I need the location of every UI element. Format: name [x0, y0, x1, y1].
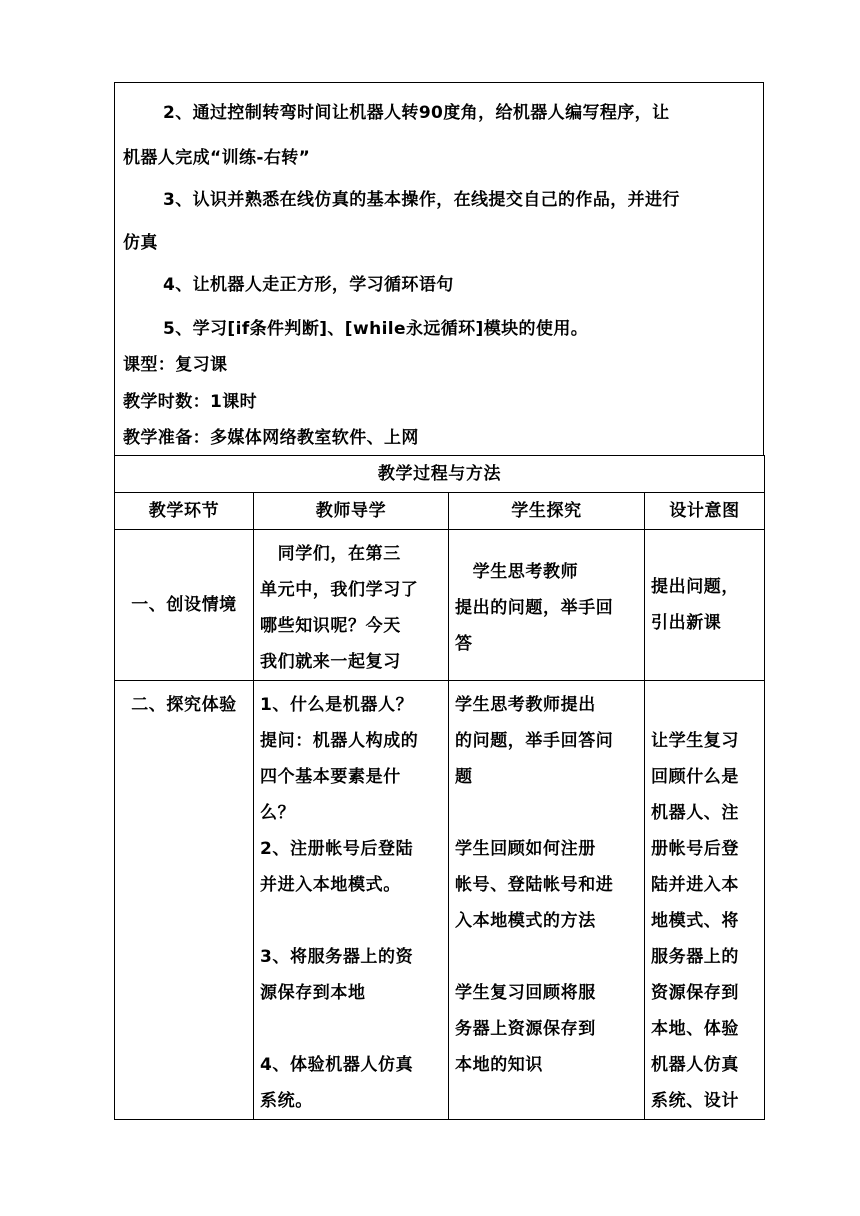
- stage-cell: 一、创设情境: [115, 530, 254, 681]
- cell-line: 题: [455, 767, 473, 787]
- cell-line: [260, 1011, 442, 1047]
- intent-cell: [645, 681, 765, 1120]
- teaching-preparation: 教学准备：多媒体网络教室软件、上网: [123, 428, 419, 448]
- cell-line: 回顾什么是: [651, 767, 739, 787]
- cell-line: 1、什么是机器人？: [260, 695, 414, 715]
- cell-line: 学生思考教师提出: [455, 695, 596, 715]
- intent-cell: [645, 530, 765, 681]
- cell-line: 让学生复习: [651, 731, 739, 751]
- cell-line: 四个基本要素是什: [260, 767, 401, 787]
- cell-line: 提出问题，: [651, 577, 739, 597]
- objective-2-line-2: 机器人完成“训练-右转”: [123, 148, 311, 168]
- cell-line: 本地的知识: [455, 1055, 543, 1075]
- teaching-hours: 教学时数：1课时: [123, 392, 258, 412]
- cell-line: 的问题，举手回答问: [455, 731, 614, 751]
- cell-line: 资源保存到: [651, 983, 739, 1003]
- cell-line: 答: [455, 634, 473, 654]
- cell-line: 机器人、注: [651, 803, 739, 823]
- cell-line: 我们就来一起复习: [260, 652, 401, 672]
- header-intent: 设计意图: [645, 493, 765, 530]
- cell-line: 同学们，在第三: [260, 544, 401, 564]
- cell-line: 入本地模式的方法: [455, 911, 596, 931]
- cell-line: 引出新课: [651, 613, 722, 633]
- student-cell: [449, 530, 645, 681]
- cell-line: 陆并进入本: [651, 875, 739, 895]
- header-stage: 教学环节: [115, 493, 254, 530]
- table-row: [115, 530, 765, 681]
- cell-line: 提问：机器人构成的: [260, 731, 419, 751]
- objective-3-line-1: 3、认识并熟悉在线仿真的基本操作，在线提交自己的作品，并进行: [163, 190, 680, 210]
- cell-line: 学生复习回顾将服: [455, 983, 596, 1003]
- cell-line: 系统。: [260, 1091, 313, 1111]
- cell-line: 务器上资源保存到: [455, 1019, 596, 1039]
- cell-line: 2、注册帐号后登陆: [260, 839, 414, 859]
- cell-line: 4、体验机器人仿真: [260, 1055, 414, 1075]
- header-teacher: 教师导学: [254, 493, 449, 530]
- section-title: 教学过程与方法: [115, 456, 765, 493]
- cell-line: 并进入本地模式。: [260, 875, 401, 895]
- cell-line: 哪些知识呢？今天: [260, 616, 401, 636]
- cell-line: 系统、设计: [651, 1091, 739, 1111]
- cell-line: 册帐号后登: [651, 839, 739, 859]
- cell-line: 么？: [260, 803, 296, 823]
- cell-line: 学生回顾如何注册: [455, 839, 596, 859]
- student-cell: [449, 681, 645, 1120]
- objective-4: 4、让机器人走正方形，学习循环语句: [163, 275, 454, 295]
- cell-line: 源保存到本地: [260, 983, 366, 1003]
- teacher-cell: [254, 681, 449, 1120]
- objective-2-line-1: 2、通过控制转弯时间让机器人转90度角，给机器人编写程序，让: [163, 103, 670, 123]
- cell-line: 提出的问题，举手回: [455, 598, 614, 618]
- stage-cell: 二、探究体验: [115, 681, 254, 1120]
- cell-line: [455, 795, 638, 831]
- cell-line: 服务器上的: [651, 947, 739, 967]
- cell-line: 学生思考教师: [455, 562, 579, 582]
- table-row: [115, 681, 765, 1120]
- lesson-type: 课型：复习课: [123, 355, 228, 375]
- teacher-cell: [254, 530, 449, 681]
- cell-line: 3、将服务器上的资: [260, 947, 414, 967]
- cell-line: 单元中，我们学习了: [260, 580, 419, 600]
- header-student: 学生探究: [449, 493, 645, 530]
- cell-line: 帐号、登陆帐号和进: [455, 875, 614, 895]
- lesson-process-table: [114, 455, 765, 1120]
- cell-line: [260, 903, 442, 939]
- cell-line: 本地、体验: [651, 1019, 739, 1039]
- objective-5: 5、学习[if条件判断]、[while永远循环]模块的使用。: [163, 319, 589, 339]
- cell-line: 机器人仿真: [651, 1055, 739, 1075]
- cell-line: [651, 687, 758, 723]
- cell-line: [455, 939, 638, 975]
- objective-3-line-2: 仿真: [123, 233, 158, 253]
- cell-line: 地模式、将: [651, 911, 739, 931]
